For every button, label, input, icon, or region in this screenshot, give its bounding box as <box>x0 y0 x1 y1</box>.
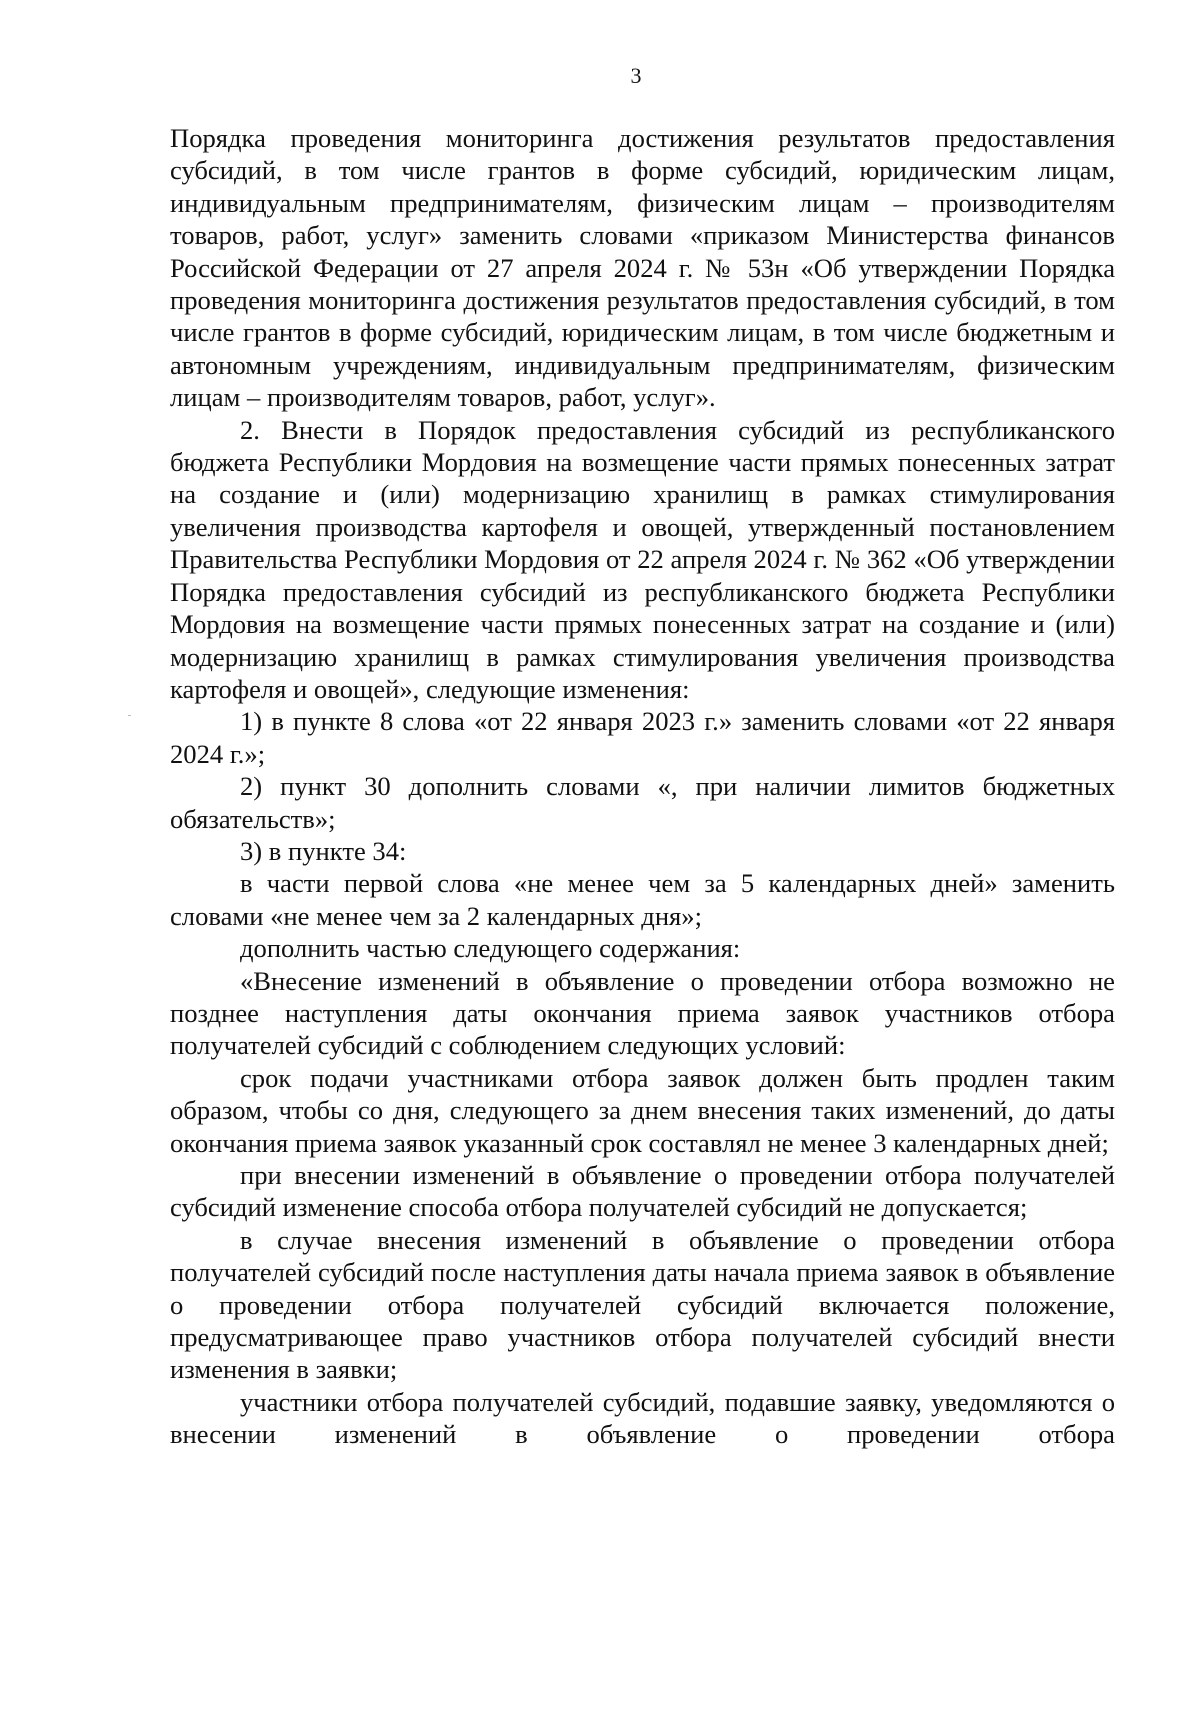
page-number: 3 <box>630 63 642 88</box>
paragraph-continuation: Порядка проведения мониторинга достижения результатов предоставления субсидий, в том числе грантов в форме субсидий, юридическим лицам, индивидуальным предпринимателям, физическим лицам – производителям товаров, работ, услуг» заменить словами «приказом Министерства финансов Российской Федерации от 27 апреля 2024 г. № 53н «Об утверждении Порядка проведения мониторинга достижения результатов предоставления субсидий, в том числе грантов в форме субсидий, юридическим лицам, в том числе бюджетным и автономным учреждениям, индивидуальным предпринимателям, физическим лицам – производителям товаров, работ, услуг». <box>170 123 1115 413</box>
paragraph-subitem-1: 1) в пункте 8 слова «от 22 января 2023 г.» заменить словами «от 22 января 2024 г.»; <box>170 706 1115 769</box>
paragraph-part-one-change: в части первой слова «не менее чем за 5 календарных дней» заменить словами «не менее чем за 2 календарных дня»; <box>170 868 1115 931</box>
paragraph-condition-deadline: срок подачи участниками отбора заявок должен быть продлен таким образом, чтобы со дня, следующего за днем внесения таких изменений, до даты окончания приема заявок указанный срок составлял не менее 3 календарных дней; <box>170 1062 1115 1158</box>
paragraph-condition-method: при внесении изменений в объявление о проведении отбора получателей субсидий изменение способа отбора получателей субсидий не допускается; <box>170 1160 1115 1223</box>
scan-margin-mark <box>128 715 131 716</box>
document-body <box>170 122 1115 1451</box>
paragraph-quoted-amendment: «Внесение изменений в объявление о проведении отбора возможно не позднее наступления даты окончания приема заявок участников отбора получателей субсидий с соблюдением следующих условий: <box>170 965 1115 1061</box>
paragraph-condition-applications: в случае внесения изменений в объявление о проведении отбора получателей субсидий после наступления даты начала приема заявок в объявление о проведении отбора получателей субсидий включается положение, предусматривающее право участников отбора получателей субсидий внести изменения в заявки; <box>170 1224 1115 1385</box>
paragraph-subitem-2: 2) пункт 30 дополнить словами «, при наличии лимитов бюджетных обязательств»; <box>170 771 1115 834</box>
paragraph-add-part: дополнить частью следующего содержания: <box>240 933 741 964</box>
paragraph-condition-notification: участники отбора получателей субсидий, подавшие заявку, уведомляются о внесении изменений в объявление о проведении отбора <box>170 1386 1115 1450</box>
paragraph-subitem-3: 3) в пункте 34: <box>240 835 407 866</box>
paragraph-item-2: 2. Внести в Порядок предоставления субсидий из республиканского бюджета Республики Мордовия на возмещение части прямых понесенных затрат на создание и (или) модернизацию хранилищ в рамках стимулирования увеличения производства картофеля и овощей, утвержденный постановлением Правительства Республики Мордовия от 22 апреля 2024 г. № 362 «Об утверждении Порядка предоставления субсидий из республиканского бюджета Республики Мордовия на возмещение части прямых понесенных затрат на создание и (или) модернизацию хранилищ в рамках стимулирования увеличения производства картофеля и овощей», следующие изменения: <box>170 414 1115 704</box>
